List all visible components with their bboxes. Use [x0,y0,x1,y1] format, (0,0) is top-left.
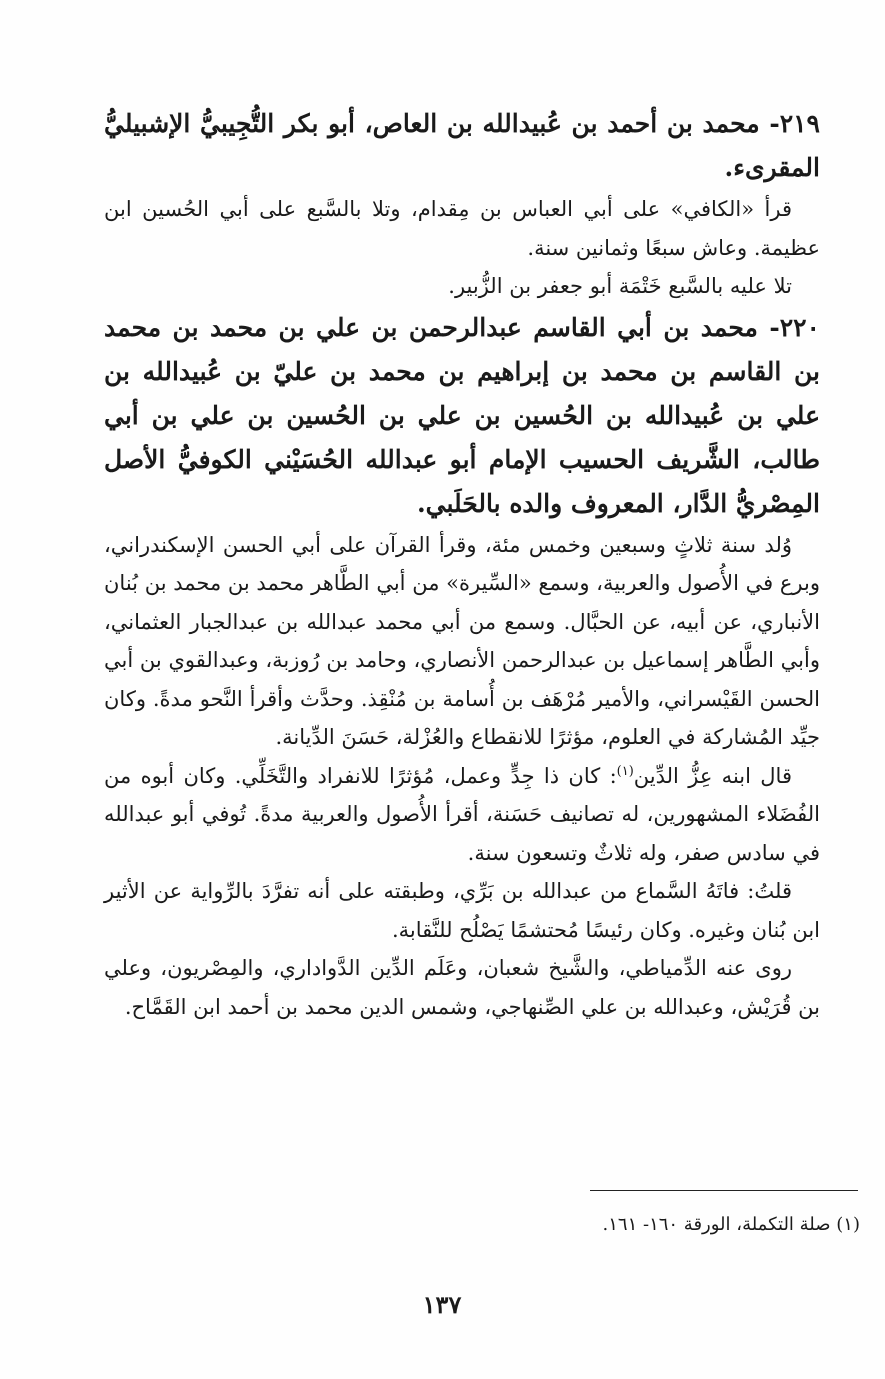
entry-220-heading: ٢٢٠- محمد بن أبي القاسم عبدالرحمن بن علي بن محمد بن محمد بن القاسم بن محمد بن إبراهيم بن محمد بن عليّ بن عُبيدالله بن علي بن عُبيدالله بن الحُسين بن علي بن الحُسين بن علي بن أبي طالب، الشَّريف الحسيب الإمام أبو عبدالله الحُسَيْني الكوفيُّ الأصل المِصْريُّ الدَّار، المعروف والده بالحَلَبي. [104,312,820,518]
entry-220-paragraph-1: وُلد سنة ثلاثٍ وسبعين وخمس مئة، وقرأ القرآن على أبي الحسن الإسكندراني، وبرع في الأُصول والعربية، وسمع «السِّيرة» من أبي الطَّاهر محمد بن محمد بن بُنان الأنباري، عن أبيه، عن الحبَّال. وسمع من أبي محمد عبدالله بن عبدالجبار العثماني، وأبي الطَّاهر إسماعيل بن عبدالرحمن الأنصاري، وحامد بن رُوزبة، وعبدالقوي بن أبي الحسن القَيْسراني، والأمير مُرْهَف بن أُسامة بن مُنْقِذ. وحدَّث وأقرأ النَّحو مدةً. وكان جيِّد المُشاركة في العلوم، مؤثرًا للانقطاع والعُزْلة، حَسَنَ الدِّيانة. [104,532,820,749]
entry-220-paragraph-author-note: قلتُ: فاتَهُ السَّماع من عبدالله بن بَرِّي، وطبقته على أنه تفرَّدَ بالرِّواية عن الأثير ابن بُنان وغيره. وكان رئيسًا مُحتشمًا يَصْلُح للنَّقابة. [104,879,820,942]
entry-219-paragraph-1: قرأ «الكافي» على أبي العباس بن مِقدام، وتلا بالسَّبع على أبي الحُسين ابن عظيمة. وعاش سبعًا وثمانين سنة. [104,197,820,260]
entry-219-heading: ٢١٩- محمد بن أحمد بن عُبيدالله بن العاص، أبو بكر التُّجِيبيُّ الإشبيليُّ المقرىء. [104,109,820,182]
quote-intro: قال ابنه عِزُّ الدِّين [633,763,792,788]
entry-220-quote-paragraph [104,757,820,873]
entry-219-paragraph-2: تلا عليه بالسَّبع خَتْمَة أبو جعفر بن الزُّبير. [448,274,792,298]
footnote-divider [590,1190,858,1191]
quote-body: : كان ذا جِدٍّ وعمل، مُؤثرًا للانفراد والتَّخَلِّي. وكان أبوه من الفُضَلاء المشهورين، له تصانيف حَسَنة، أقرأ الأُصول والعربية مدةً. تُوفي أبو عبدالله في سادس صفر، وله ثلاثٌ وتسعون سنة. [104,763,820,865]
page-number: ١٣٧ [422,1290,462,1319]
footnote: (١) صلة التكملة، الورقة ١٦٠- ١٦١. [602,1214,860,1235]
entry-220-paragraph-narrators: روى عنه الدِّمياطي، والشَّيخ شعبان، وعَلَم الدِّين الدَّواداري، والمِصْريون، وعلي بن قُرَيْش، وعبدالله بن علي الصِّنهاجي، وشمس الدين محمد بن أحمد ابن القَمَّاح. [104,956,820,1019]
main-text [104,102,820,1026]
footnote-marker[interactable]: (١) [616,763,634,779]
